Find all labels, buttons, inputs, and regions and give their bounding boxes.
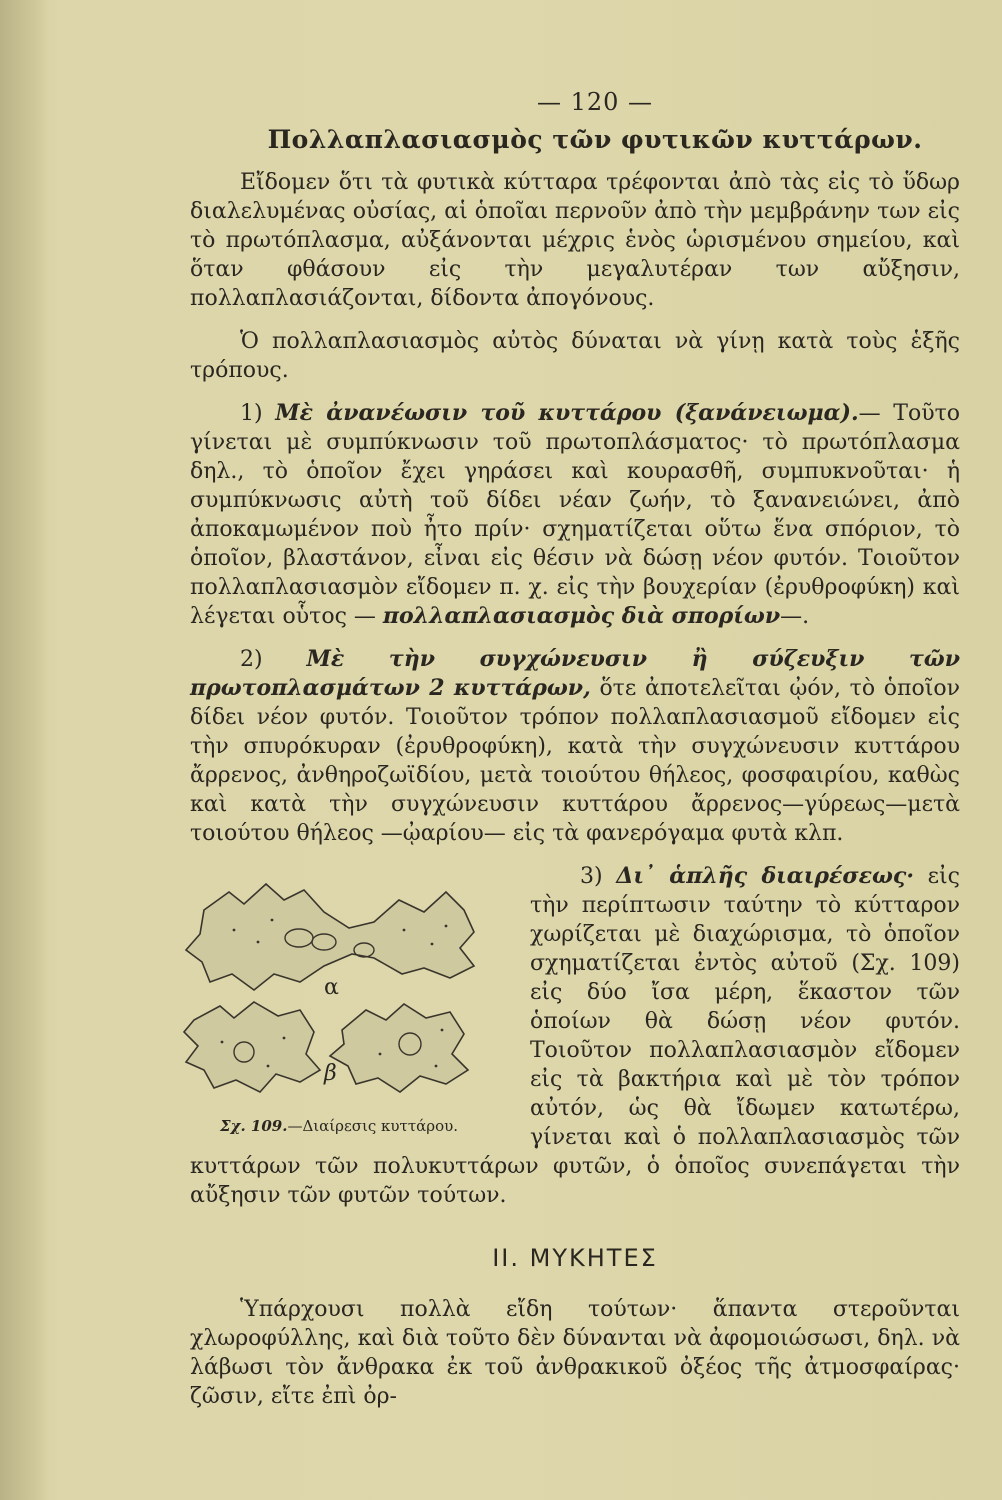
text-block [190, 88, 960, 1425]
daughter-cell-right [330, 1004, 468, 1092]
item-1-number: 1) [240, 401, 276, 426]
item-1-tail: —. [780, 604, 810, 629]
item-2-body: ὅτε ἀποτελεῖται ᾠόν, τὸ ὁποῖον δίδει νέον φυτόν. Τοιοῦτον τρόπον πολλαπλασιασμοῦ εἴδομεν εἰς τὴν σπυρόκυραν (ἐρυθροφύκη), κατὰ τὴν συγχώνευσιν κυττάρου ἄρρενος, ἀνθηροζωϊδίου, μετὰ τοιούτου θήλεος, φοσφαιρίου, καθὼς καὶ κατὰ τὴν συγχώνευσιν κυττάρου ἄρρενος—γύρεως—μετὰ τοιούτου θήλεος —ᾠαρίου— εἰς τὰ φανερόγαμα φυτὰ κλπ. [190, 676, 960, 846]
cell-division-illustration [174, 870, 504, 1110]
item-1-heading: Μὲ ἀνανέωσιν τοῦ κυττάρου (ξανάνειωμα). [275, 400, 859, 426]
item-3-heading: Δι᾽ ἁπλῆς διαιρέσεως· [616, 863, 914, 889]
item-3-number: 3) [580, 864, 617, 889]
paragraph-ways: Ὁ πολλαπλασιασμὸς αὐτὸς δύναται νὰ γίνῃ κατὰ τοὺς ἑξῆς τρόπους. [190, 329, 960, 383]
chapter-heading: II. ΜΥΚΗΤΕΣ [492, 1244, 658, 1272]
item-1-term: πολλαπλασιασμὸς διὰ σπορίων [382, 603, 781, 629]
item-1 [190, 399, 960, 631]
figure-caption-number: Σχ. 109. [219, 1117, 288, 1135]
item-2-heading: Μὲ τὴν συγχώνευσιν ἢ σύζευξιν τῶν πρωτοπλασμάτων 2 κυττάρων, [190, 646, 961, 701]
figure-caption [174, 1112, 504, 1141]
item-2-number: 2) [240, 647, 307, 672]
section-title: Πολλαπλασιασμὸς τῶν φυτικῶν κυττάρων. [267, 125, 923, 154]
figure-109 [174, 870, 504, 1141]
book-spine-shadow [0, 0, 48, 1500]
paragraph-fungi: Ὑπάρχουσι πολλὰ εἴδη τούτων· ἅπαντα στεροῦνται χλωροφύλλης, καὶ διὰ τοῦτο δὲν δύνανται νὰ ἀφομοιώσωσι, δηλ. νὰ λάβωσι τὸν ἄνθρακα ἐκ τοῦ ἀνθρακικοῦ ὀξέος τῆς ἀτμοσφαίρας· ζῶσιν, εἴτε ἐπὶ ὀρ- [190, 1297, 960, 1409]
page-number: — 120 — [536, 88, 654, 116]
paragraph-intro: Εἴδομεν ὅτι τὰ φυτικὰ κύτταρα τρέφονται ἀπὸ τὰς εἰς τὸ ὕδωρ διαλελυμένας οὐσίας, αἱ ὁποῖαι περνοῦν ἀπὸ τὴν μεμβράνην των εἰς τὸ πρωτόπλασμα, αὐξάνονται μέχρις ἑνὸς ὡρισμένου σημείου, καὶ ὅταν φθάσουν εἰς τὴν μεγαλυτέραν των αὔξησιν, πολλαπλασιάζονται, δίδοντα ἀπογόνους. [190, 170, 960, 311]
item-3-body: εἰς τὴν περίπτωσιν ταύτην τὸ κύτταρον χωρίζεται μὲ διαχώρισμα, τὸ ὁποῖον σχηματίζεται ἐντὸς αὐτοῦ (Σχ. 109) εἰς δύο ἴσα μέρη, ἕκαστον τῶν ὁποίων θὰ δώσῃ νέον φυτόν. Τοιοῦτον πολλαπλασιασμὸν εἴδομεν εἰς τὰ βακτήρια καὶ μὲ τὸν τρόπον αὐτόν, ὡς θὰ ἴδωμεν κατωτέρω, γίνεται καὶ ὁ πολλαπλασιασμὸς τῶν κυττάρων τῶν πολυκυττάρων φυτῶν, ὁ ὁποῖος συνεπάγεται τὴν αὔξησιν τῶν φυτῶν τούτων. [190, 864, 960, 1208]
label-beta: β [324, 1061, 337, 1086]
figure-caption-text: —Διαίρεσις κυττάρου. [287, 1117, 458, 1135]
item-1-body: — Τοῦτο γίνεται μὲ συμπύκνωσιν τοῦ πρωτοπλάσματος· τὸ πρωτόπλασμα δηλ., τὸ ὁποῖον ἔχει γηράσει καὶ κουρασθῆ, συμπυκνοῦται· ἡ συμπύκνωσις αὐτὴ τοῦ δίδει νέαν ζωήν, τὸ ξανανειώνει, ἀπὸ ἀποκαμωμένον ποὺ ἦτο πρίν· σχηματίζεται οὕτω ἕνα σπόριον, τὸ ὁποῖον, βλαστάνον, εἶναι εἰς θέσιν νὰ δώσῃ νέον φυτόν. Τοιοῦτον πολλαπλασιασμὸν εἴδομεν π. χ. εἰς τὴν βουχερίαν (ἐρυθροφύκη) καὶ λέγεται οὗτος — [190, 401, 961, 629]
label-alpha: α [324, 975, 339, 1000]
item-2 [190, 645, 960, 848]
